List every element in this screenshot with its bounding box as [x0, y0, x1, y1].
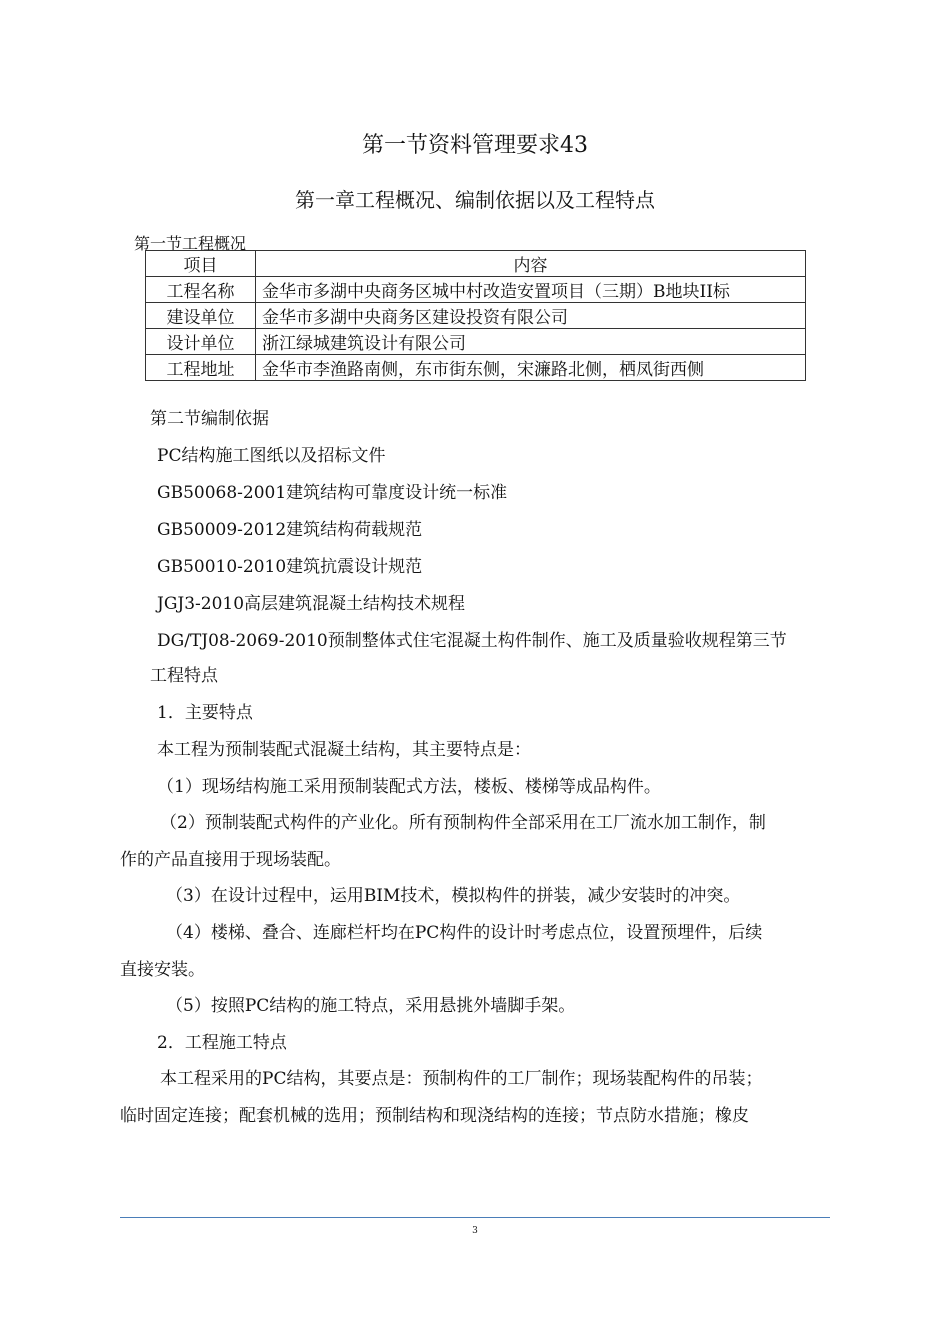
table-cell-value: 浙江绿城建筑设计有限公司: [256, 329, 806, 355]
subheading: 2．工程施工特点: [157, 1033, 287, 1053]
chapter-heading: 第一章工程概况、编制依据以及工程特点: [295, 188, 655, 212]
table-header-row: [146, 251, 806, 277]
table-row: [146, 277, 806, 303]
paragraph-line: （1）现场结构施工采用预制装配式方法，楼板、楼梯等成品构件。: [157, 777, 661, 797]
table-cell-key: 工程地址: [146, 355, 256, 381]
page-number: 3: [472, 1226, 478, 1236]
section-title-features: 工程特点: [150, 666, 218, 686]
table-cell-value: 金华市多湖中央商务区城中村改造安置项目（三期）B地块II标: [256, 277, 806, 303]
paragraph-line: 本工程采用的PC结构，其要点是：预制构件的工厂制作；现场装配构件的吊装；: [160, 1069, 763, 1089]
paragraph-line: 作的产品直接用于现场装配。: [120, 850, 341, 870]
heading-1: 第一节资料管理要求43: [362, 133, 588, 158]
footer-divider: [120, 1217, 830, 1218]
table-cell-key: 设计单位: [146, 329, 256, 355]
basis-item: PC结构施工图纸以及招标文件: [157, 446, 386, 466]
table-header-item: 项目: [146, 251, 256, 277]
table-row: [146, 303, 806, 329]
table-cell-key: 建设单位: [146, 303, 256, 329]
paragraph-line: （5）按照PC结构的施工特点，采用悬挑外墙脚手架。: [166, 996, 576, 1016]
basis-item: GB50068-2001建筑结构可靠度设计统一标准: [157, 483, 508, 503]
table-header-content: 内容: [256, 251, 806, 277]
paragraph-line: 临时固定连接；配套机械的选用；预制结构和现浇结构的连接；节点防水措施；橡皮: [120, 1106, 749, 1126]
table-cell-value: 金华市多湖中央商务区建设投资有限公司: [256, 303, 806, 329]
paragraph-line: （2）预制装配式构件的产业化。所有预制构件全部采用在工厂流水加工制作，制: [160, 813, 766, 833]
section-title-overview: 第一节工程概况: [134, 234, 247, 253]
paragraph-line: 直接安装。: [120, 960, 205, 980]
paragraph-line: 本工程为预制装配式混凝土结构，其主要特点是：: [157, 740, 531, 760]
basis-item: GB50009-2012建筑结构荷载规范: [157, 520, 423, 540]
project-info-table: [145, 250, 806, 381]
table-cell-key: 工程名称: [146, 277, 256, 303]
basis-item: DG/TJ08-2069-2010预制整体式住宅混凝土构件制作、施工及质量验收规程第三节: [157, 631, 787, 651]
section-title-basis: 第二节编制依据: [150, 409, 269, 429]
basis-item: GB50010-2010建筑抗震设计规范: [157, 557, 423, 577]
table-row: [146, 329, 806, 355]
table-cell-value: 金华市李渔路南侧，东市街东侧，宋濂路北侧，栖凤街西侧: [256, 355, 806, 381]
table-row: [146, 355, 806, 381]
basis-item: JGJ3-2010高层建筑混凝土结构技术规程: [157, 594, 466, 614]
paragraph-line: （3）在设计过程中，运用BIM技术，模拟构件的拼装，减少安装时的冲突。: [166, 886, 741, 906]
subheading: 1．主要特点: [157, 703, 253, 723]
paragraph-line: （4）楼梯、叠合、连廊栏杆均在PC构件的设计时考虑点位，设置预埋件，后续: [166, 923, 763, 943]
